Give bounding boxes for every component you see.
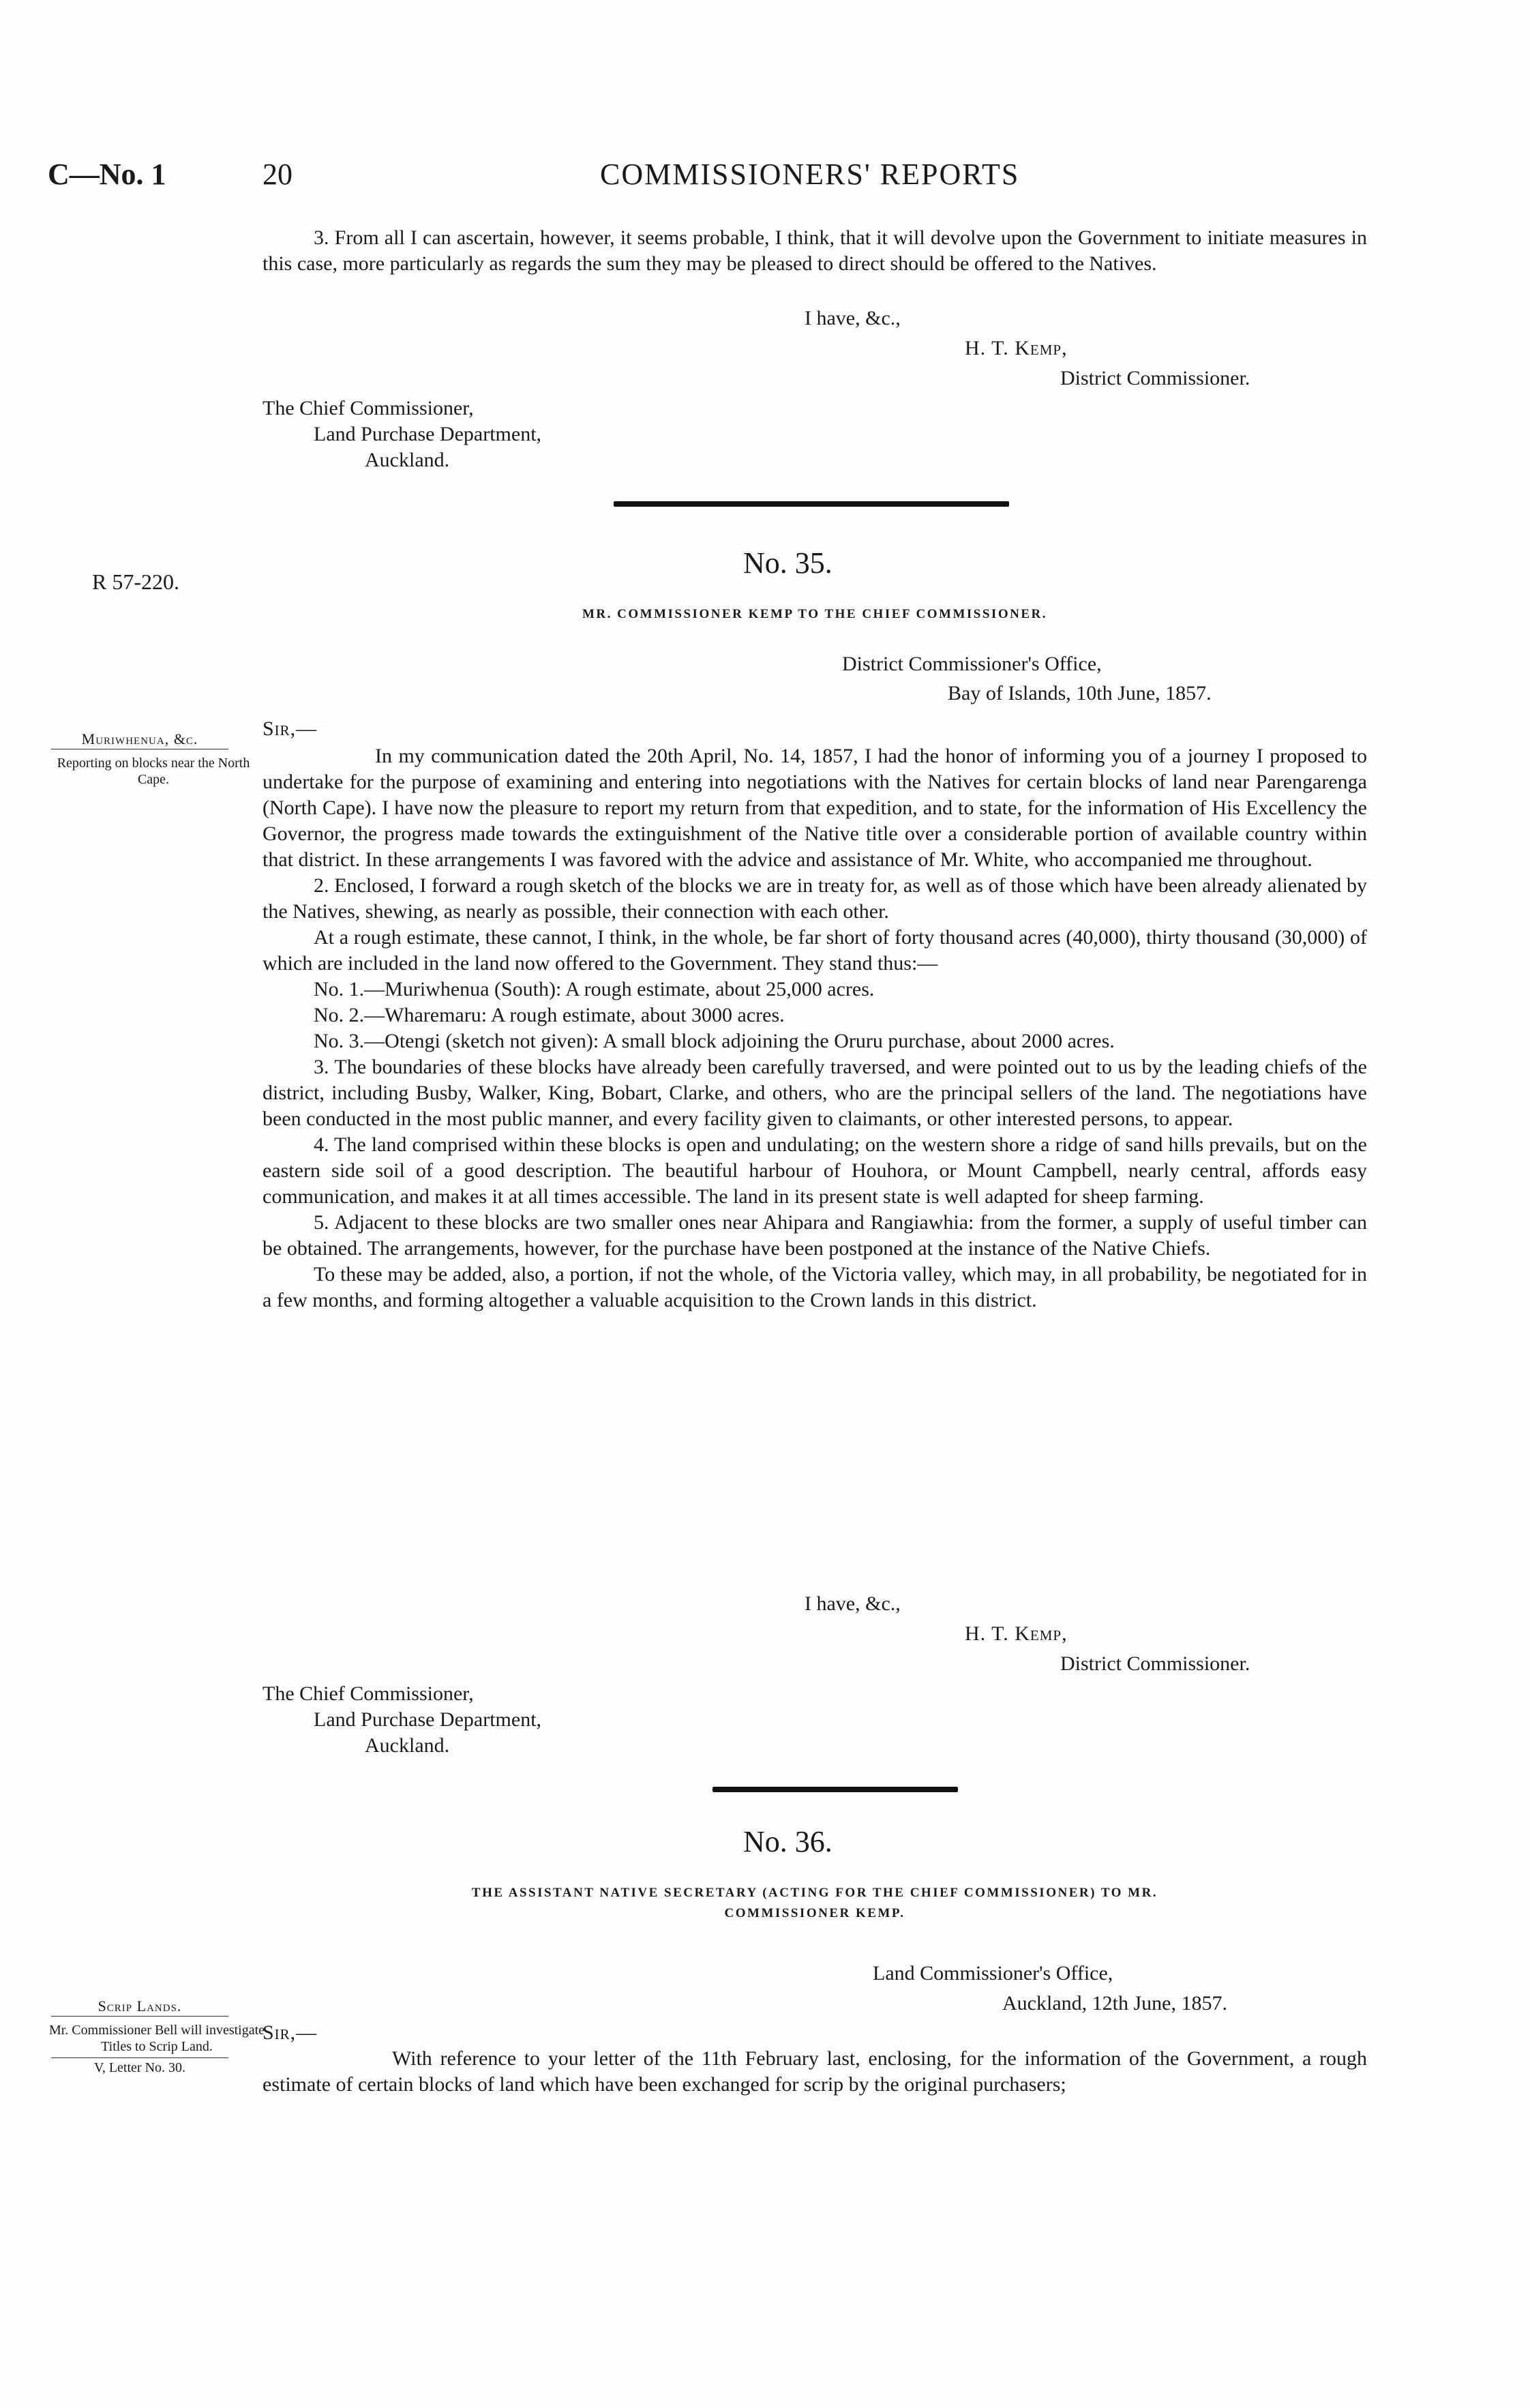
margin-text: Reporting on blocks near the North Cape. xyxy=(57,756,250,787)
letter35-place-date: Bay of Islands, 10th June, 1857. xyxy=(948,682,1212,704)
letter34-paragraph-3: 3. From all I can ascertain, however, it seems probable, I think, that it will devolve upon the Government to initiate measures in this case, more particularly as regards the sum they may be pleased to direct should be offered to the Natives. xyxy=(262,226,1367,275)
margin-text: Mr. Commissioner Bell will investigate Titles to Scrip Land. xyxy=(48,2023,265,2054)
letter35-paragraph-4: 4. The land comprised within these blocks is open and undulating; on the western shore a ridge of sand hills prevails, but on the eastern side soil of a good description. The beautiful harbour of Houhora, or Mount Campbell, nearly central, affords easy communication, and makes it at all times accessible. The land in its present state is well adapted for sheep farming. xyxy=(262,1133,1367,1208)
addressee-line-2: Land Purchase Department, xyxy=(314,1708,542,1731)
addressee-line-1: The Chief Commissioner, xyxy=(262,397,474,419)
letter36-heading xyxy=(262,1886,1367,1921)
letter35-closing: I have, &c., xyxy=(805,1592,901,1615)
letter34-end xyxy=(262,225,1367,277)
letter36-number: No. 36. xyxy=(743,1825,832,1858)
margin-reference: V, Letter No. 30. xyxy=(51,2057,228,2076)
letter35-margin-note xyxy=(44,731,262,788)
heading-line-1: THE ASSISTANT NATIVE SECRETARY (ACTING FOR THE CHIEF COMMISSIONER) TO MR. xyxy=(471,1886,1158,1900)
letter36-office: Land Commissioner's Office, xyxy=(873,1962,1113,1985)
letter35-signatory-title: District Commissioner. xyxy=(1060,1652,1250,1675)
heading-line-2: COMMISSIONER KEMP. xyxy=(724,1906,905,1920)
letter35-list-item-2: No. 2.—Wharemaru: A rough estimate, about 3000 acres. xyxy=(314,1004,785,1026)
running-title: COMMISSIONERS' REPORTS xyxy=(600,158,1020,191)
letter36-salutation: Sir,— xyxy=(262,2021,318,2044)
letter36-place-date: Auckland, 12th June, 1857. xyxy=(1002,1992,1227,2015)
margin-title: Muriwhenua, &c. xyxy=(51,731,228,749)
letter35-body xyxy=(262,743,1367,1313)
letter35-paragraph-6: To these may be added, also, a portion, if not the whole, of the Victoria valley, which may, in all probability, be negotiated for in a few months, and forming altogether a valuable acquisition to the Crown lands in this district. xyxy=(262,1263,1367,1311)
letter34-signatory: H. T. Kemp, xyxy=(965,337,1068,359)
addressee-line-3: Auckland. xyxy=(365,1734,450,1757)
letter35-reference: R 57-220. xyxy=(92,569,179,594)
letter35-paragraph-3: 3. The boundaries of these blocks have already been carefully traversed, and were pointed out to us by the leading chiefs of the district, including Busby, Walker, King, Bobart, Clarke, and others, who are the principal sellers of the land. The negotiations have been conducted in the most public manner, and every facility given to claimants, or other interested persons, to appear. xyxy=(262,1056,1367,1130)
letter35-paragraph-2b: At a rough estimate, these cannot, I think, in the whole, be far short of forty thousand acres (40,000), thirty thousand (30,000) of which are included in the land now offered to the Government. They stand thus:— xyxy=(262,926,1367,975)
letter34-addressee xyxy=(262,396,541,473)
letter35-paragraph-1: In my communication dated the 20th April, No. 14, 1857, I had the honor of informing you of a journey I proposed to undertake for the purpose of examining and entering into negotiations with the Natives for certain blocks of land near Parengarenga (North Cape). I have now the pleasure to report my return from that expedition, and to state, for the information of His Excellency the Governor, the progress made towards the extinguishment of the Native title over a considerable portion of available country within that district. In these arrangements I was favored with the advice and assistance of Mr. White, who accompanied me throughout. xyxy=(262,745,1367,871)
section-divider-2 xyxy=(712,1787,958,1792)
page-number: 20 xyxy=(262,158,292,191)
letter35-list-item-1: No. 1.—Muriwhenua (South): A rough estimate, about 25,000 acres. xyxy=(314,978,875,1000)
letter34-closing: I have, &c., xyxy=(805,307,901,329)
margin-title: Scrip Lands. xyxy=(51,1998,228,2017)
letter35-office: District Commissioner's Office, xyxy=(842,653,1102,675)
letter35-salutation: Sir,— xyxy=(262,717,318,740)
letter34-signatory-title: District Commissioner. xyxy=(1060,367,1250,389)
addressee-line-2: Land Purchase Department, xyxy=(314,423,542,445)
addressee-line-1: The Chief Commissioner, xyxy=(262,1682,474,1705)
letter36-margin-note xyxy=(44,1998,269,2076)
section-divider-1 xyxy=(614,501,1009,507)
letter35-paragraph-2: 2. Enclosed, I forward a rough sketch of the blocks we are in treaty for, as well as of those which have been already alienated by the Natives, shewing, as nearly as possible, their connection with each other. xyxy=(262,874,1367,923)
letter35-list-item-3: No. 3.—Otengi (sketch not given): A small block adjoining the Oruru purchase, about 2000 acres. xyxy=(314,1030,1115,1052)
letter35-number: No. 35. xyxy=(743,546,832,580)
letter35-signatory: H. T. Kemp, xyxy=(965,1622,1068,1645)
letter36-body xyxy=(262,2046,1367,2098)
letter35-addressee xyxy=(262,1681,541,1759)
page-header xyxy=(48,157,1480,198)
series-number: C—No. 1 xyxy=(48,158,166,191)
letter35-heading: MR. COMMISSIONER KEMP TO THE CHIEF COMMISSIONER. xyxy=(582,607,1047,621)
letter35-paragraph-5: 5. Adjacent to these blocks are two smaller ones near Ahipara and Rangiawhia: from the former, a supply of useful timber can be obtained. The arrangements, however, for the purchase have been postponed at the instance of the Native Chiefs. xyxy=(262,1211,1367,1260)
letter36-paragraph-1: With reference to your letter of the 11th February last, enclosing, for the information of the Government, a rough estimate of certain blocks of land which have been exchanged for scrip by the original purchasers; xyxy=(262,2047,1367,2096)
addressee-line-3: Auckland. xyxy=(365,449,450,471)
